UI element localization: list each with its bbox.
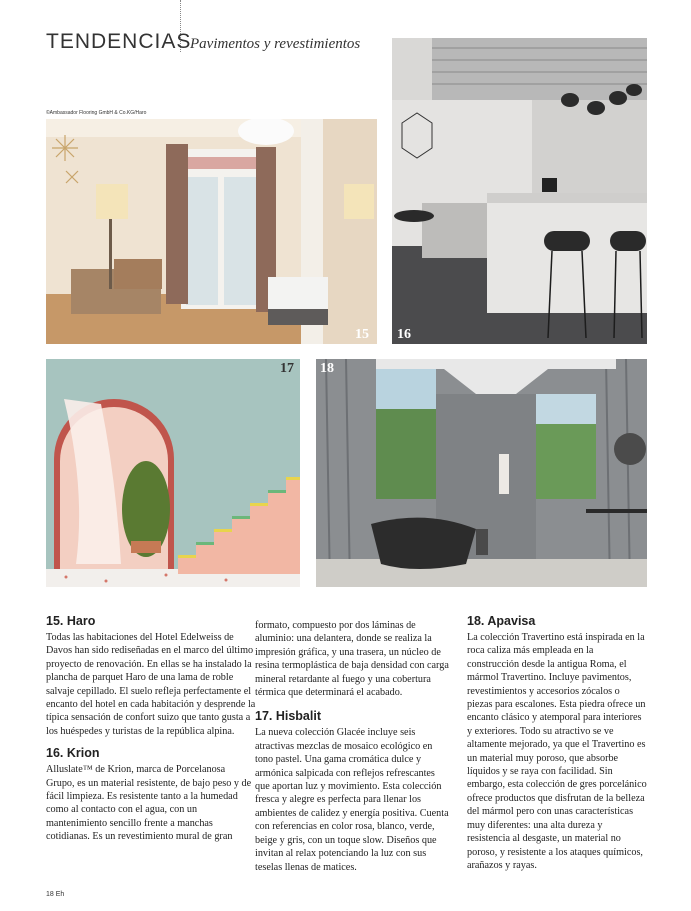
image-number-18: 18 [320,361,334,376]
image-number-15: 15 [355,327,369,342]
image-number-17: 17 [280,361,294,376]
column-right [467,614,647,872]
bathroom-image [316,359,647,587]
photo-credit: ©Ambassador Flooring GmbH & Co.KG/Haro [46,110,147,116]
section-title: TENDENCIAS [46,30,192,53]
photo-mosaic-arch [46,359,300,587]
photo-hotel-room [46,119,377,344]
photo-bathroom [316,359,647,587]
article-apavisa-body: La colección Travertino está inspirada en la roca caliza más empleada en la construcción desde la antigua Roma, el mármol Travertino. Incluye pavimentos, revestimientos y accesorios zócalos o piezas para escalones. Esta piedra ofrece un encanto clásico y atemporal para interiores y exteriores. Todo su atractivo se ve altamente mejorado, ya que el Travertino es un material muy poroso, que absorbe líquidos y se raya con facilidad. Sin embargo, esta colección de gres porcelánico ofrece productos que disfrutan de la belleza del mármol pero con unas características muy diferentes: una alta dureza y resistencia al desgaste, un material no poroso, y resistente a los ataques químicos, arañazos y rayas. [467,632,647,871]
article-apavisa-title: 18. Apavisa [467,614,536,628]
mosaic-arch-image [46,359,300,587]
section-subtitle: Pavimentos y revestimientos [190,36,361,52]
article-haro-title: 15. Haro [46,614,96,628]
column-middle [255,619,449,874]
article-krion-continued: formato, compuesto por dos láminas de aluminio: una delantera, donde se realiza la impresión gráfica, y una trasera, un núcleo de resina termoplástica de baja densidad con carga mineral retardante al fuego y una cobertura térmica que determinará el acabado. [255,620,449,699]
hotel-room-image [46,119,377,344]
image-number-16: 16 [397,327,411,342]
article-krion-title: 16. Krion [46,746,100,761]
page-folio: 18 Eh [46,891,65,898]
photo-kitchen-bar [392,38,647,344]
article-hisbalit-title: 17. Hisbalit [255,709,321,724]
article-krion-body: Alluslate™ de Krion, marca de Porcelanosa Grupo, es un material resistente, de bajo peso y de fácil limpieza. Es resistente tanto a la humedad como al contacto con el agua, con un mantenimiento sencillo frente a manchas cotidianas. Es un revestimiento mural de gran [46,764,252,843]
kitchen-bar-image [392,38,647,344]
article-hisbalit-body: La nueva colección Glacée incluye seis atractivas mezclas de mosaico ecológico en tono pastel. Una gama cromática dulce y armónica salpicada con reflejos refrescantes que aportan luz y movimiento. Esta colección fresca y alegre es perfecta para llenar los ambientes de calidez y energía positiva. Cuenta con referencias en color rosa, blanco, verde, beige y gris, con un toque slow. Diseños que invitan al relax potenciando la luz con sus teselas llenas de matices. [255,727,449,873]
column-left [46,614,256,844]
article-haro-body: Todas las habitaciones del Hotel Edelweiss de Davos han sido rediseñadas en el marco del último proyecto de renovación. En ellas se ha instalado la plancha de parquet Haro de una lama de roble salvaje cepillado. El suelo refleja perfectamente el encanto del hotel en cada habitación y desprende la típica sensación de confort suizo que tanto gusta a los huéspedes y turistas de la república alpina. [46,632,256,737]
